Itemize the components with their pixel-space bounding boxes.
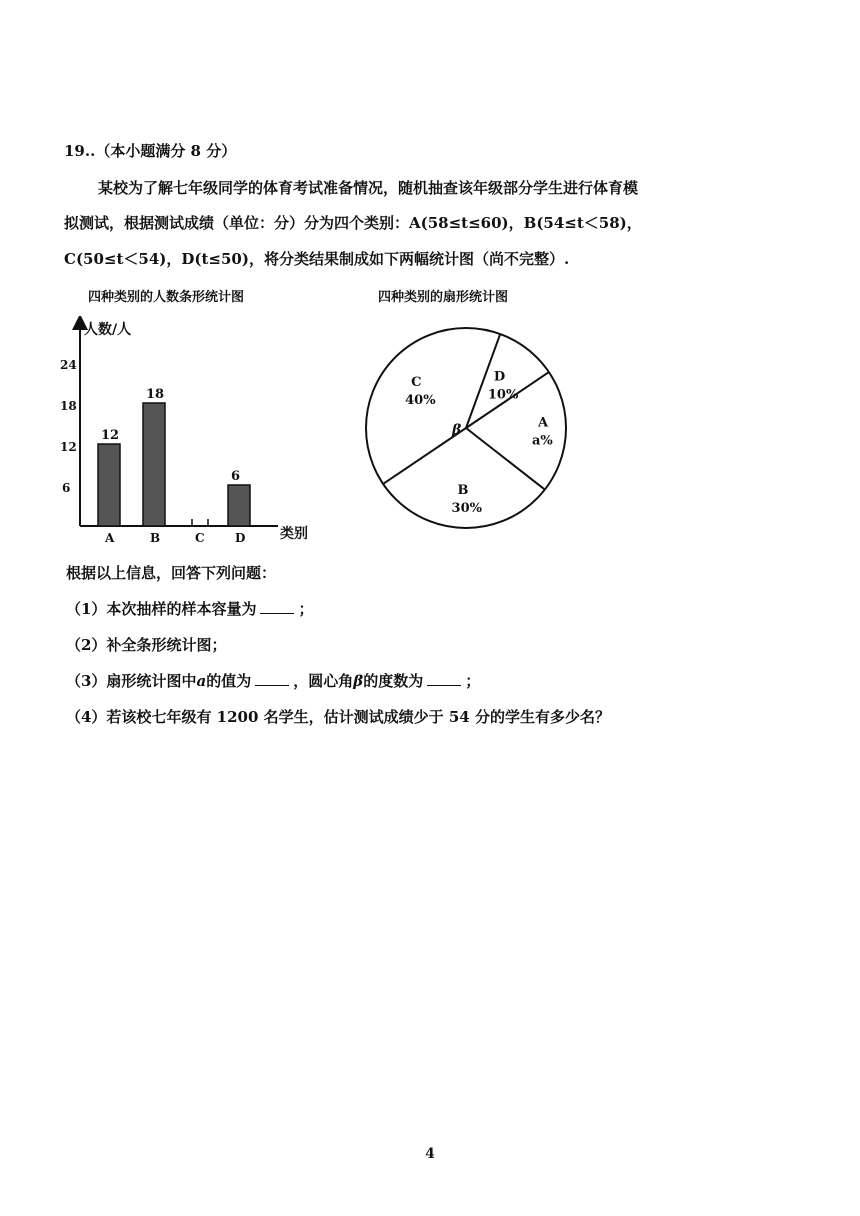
intro-line-3: C(50≤t＜54)，D(t≤50)，将分类结果制成如下两幅统计图（尚不完整）. [64,250,570,268]
bar-B [143,403,165,526]
pie-angle-beta: β [452,422,462,438]
question-3-text-a: （3）扇形统计图中 [66,672,197,690]
pie-divider-A [466,369,549,428]
pie-slice-A-category: A [537,415,549,431]
answer-blank-3a[interactable] [255,671,289,686]
y-tick-18: 18 [60,399,77,413]
y-tick-6: 6 [62,481,71,495]
pie-slice-B-label: 30% [451,500,483,516]
x-axis-label: 类别 [280,526,308,542]
y-tick-12: 12 [60,440,77,454]
question-4: （4）若该校七年级有 1200 名学生，估计测试成绩少于 54 分的学生有多少名？ [66,708,610,726]
question-3-text-d: 的度数为 [363,672,424,690]
problem-header: 19..（本小题满分 8 分） [64,142,237,160]
x-tick-A: A [105,531,115,545]
question-3 [66,670,480,691]
question-1 [66,598,313,619]
pie-slice-C-category: C [411,374,422,390]
pie-slice-C-label: 40% [405,392,436,408]
page-number: 4 [425,1146,435,1162]
question-lead: 根据以上信息，回答下列问题： [66,564,277,582]
pie-slice-A-label: a% [531,433,553,449]
pie-chart-caption: 四种类别的扇形统计图 [378,290,509,305]
question-2: （2）补全条形统计图； [66,636,227,654]
question-3-var-a: a [196,672,207,690]
bar-chart-caption: 四种类别的人数条形统计图 [88,290,245,305]
bar-D-value-label: 6 [231,469,241,484]
y-axis-label: 人数/人 [84,322,132,338]
pie-slice-D-label: 10% [487,387,519,403]
intro-line-1: 某校为了解七年级同学的体育考试准备情况，随机抽查该年级部分学生进行体育模 [98,179,639,197]
question-3-text-c: ，圆心角 [293,672,354,690]
answer-blank-1[interactable] [260,599,294,614]
question-1-end: ； [298,600,314,618]
bar-A [98,444,120,526]
pie-slice-B-category: B [457,482,469,498]
x-tick-B: B [150,531,161,545]
question-3-text-b: 的值为 [206,672,252,690]
answer-blank-3b[interactable] [427,671,461,686]
bar-B-value-label: 18 [146,387,165,402]
intro-line-2: 拟测试，根据测试成绩（单位：分）分为四个类别：A(58≤t≤60)，B(54≤t＜58)， [64,214,642,232]
question-1-text: （1）本次抽样的样本容量为 [66,600,257,618]
bar-A-value-label: 12 [101,428,120,443]
question-3-var-beta: β [353,672,364,690]
pie-slice-D-category: D [493,369,506,385]
pie-chart [360,320,580,535]
x-tick-C: C [195,531,205,545]
x-tick-D: D [235,531,246,545]
bar-chart [40,316,330,548]
question-3-end: ； [465,672,481,690]
y-tick-24: 24 [60,358,77,372]
bar-D [228,485,250,526]
